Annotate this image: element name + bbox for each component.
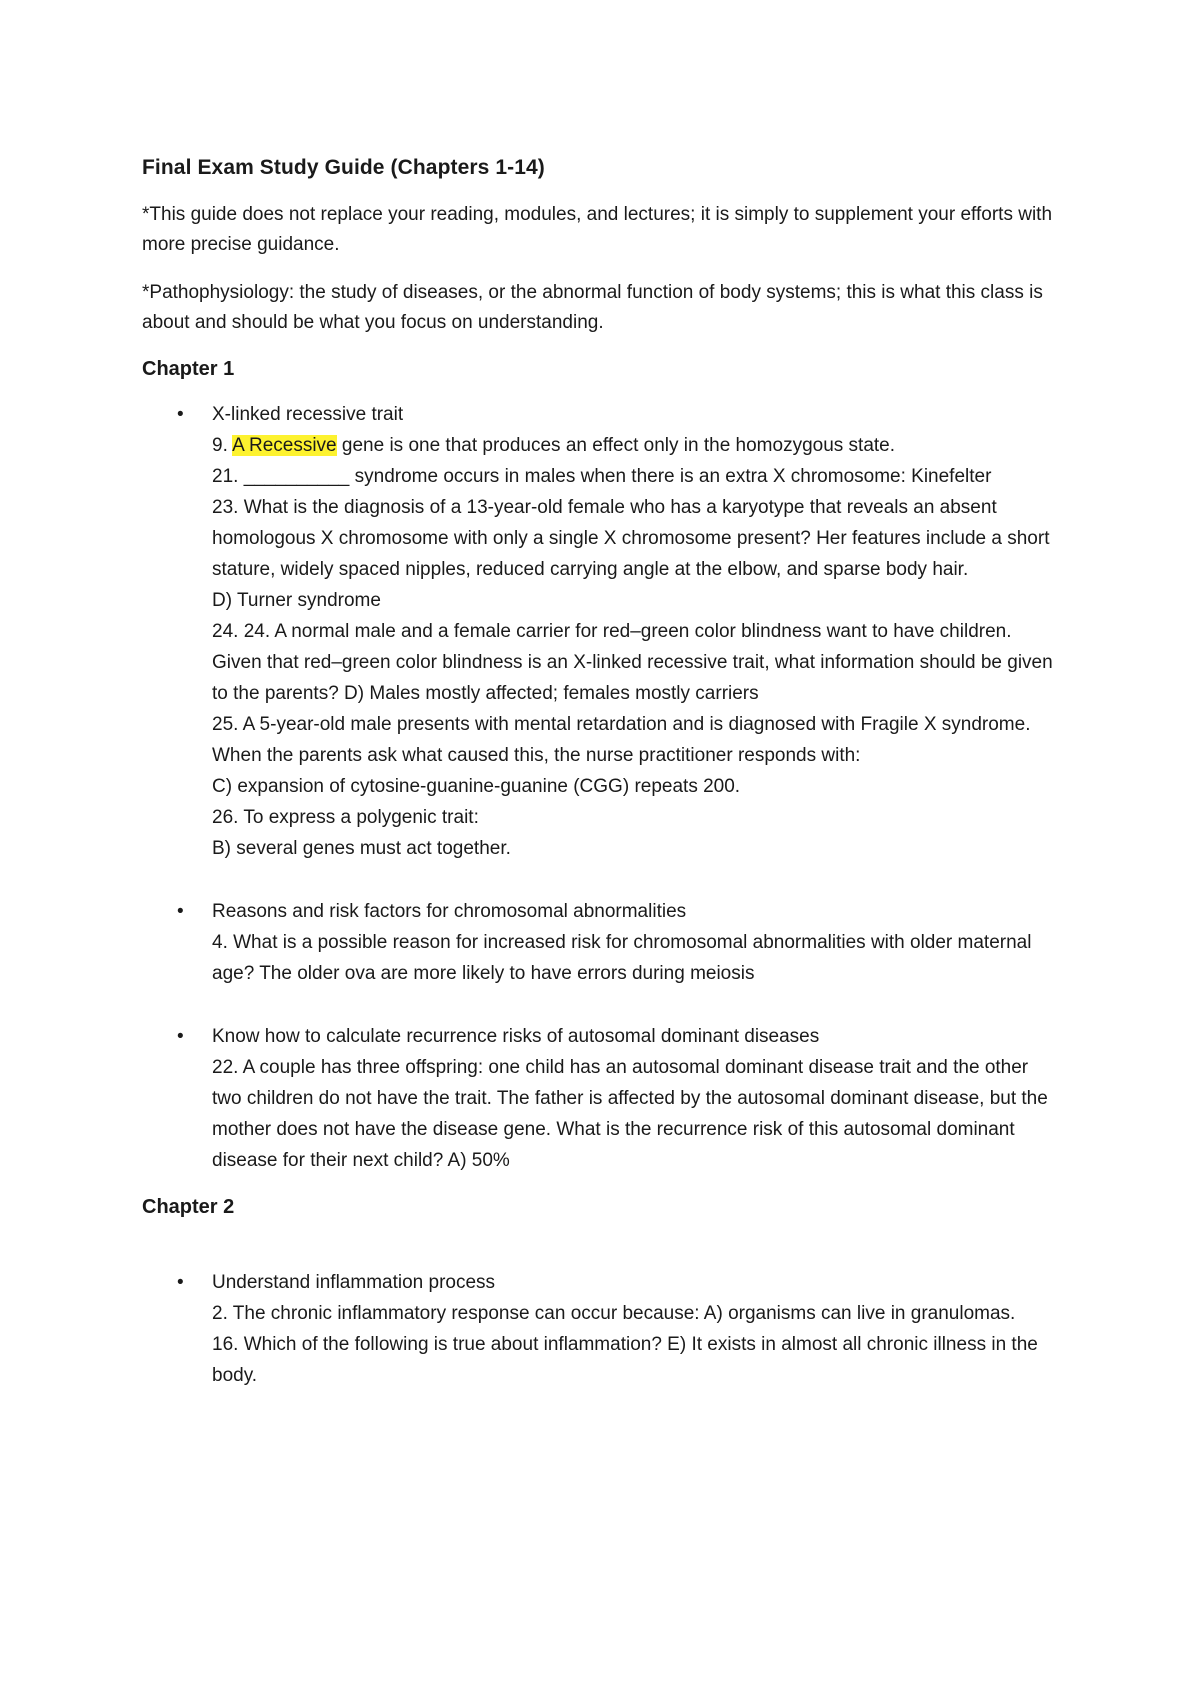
- question-9: [212, 430, 1062, 461]
- bullet-topic: Reasons and risk factors for chromosomal abnormalities: [212, 901, 687, 922]
- question-23-answer: D) Turner syndrome: [212, 590, 381, 611]
- bullet-icon: •: [177, 901, 184, 922]
- bullet-x-linked-recessive: [142, 399, 1062, 864]
- chapter-1-bullet-list: [142, 399, 1062, 1176]
- intro-paragraph-2: *Pathophysiology: the study of diseases, or the abnormal function of body systems; this is what this class is about and should be what you focus on understanding.: [142, 282, 1043, 333]
- bullet-recurrence-risk: [142, 1021, 1062, 1176]
- question-23: 23. What is the diagnosis of a 13-year-old female who has a karyotype that reveals an absent homologous X chromosome with only a single X chromosome present? Her features include a short stature, widely spaced nipples, reduced carrying angle at the elbow, and sparse body hair.: [212, 497, 1050, 580]
- bullet-icon: •: [177, 404, 184, 425]
- highlighted-answer: A Recessive: [232, 435, 337, 456]
- bullet-chromosomal-abnormalities: [142, 896, 1062, 989]
- question-25-answer: C) expansion of cytosine-guanine-guanine (CGG) repeats 200.: [212, 776, 741, 797]
- spacer: [142, 1237, 1062, 1267]
- question-16: 16. Which of the following is true about inflammation? E) It exists in almost all chronic illness in the body.: [212, 1334, 1038, 1386]
- document-title: Final Exam Study Guide (Chapters 1-14): [142, 156, 545, 179]
- bullet-icon: •: [177, 1026, 184, 1047]
- question-24: 24. 24. A normal male and a female carrier for red–green color blindness want to have children. Given that red–green color blindness is an X-linked recessive trait, what information should be given to the parents? D) Males mostly affected; females mostly carriers: [212, 621, 1053, 704]
- bullet-topic: Know how to calculate recurrence risks of autosomal dominant diseases: [212, 1026, 820, 1047]
- bullet-inflammation: [142, 1267, 1062, 1391]
- question-26-answer: B) several genes must act together.: [212, 838, 511, 859]
- question-9-rest: gene is one that produces an effect only in the homozygous state.: [336, 435, 896, 456]
- document-content: [142, 150, 1062, 1423]
- chapter-2-bullet-list: [142, 1267, 1062, 1391]
- bullet-icon: •: [177, 1272, 184, 1293]
- chapter-2-heading: Chapter 2: [142, 1196, 235, 1218]
- bullet-topic: X-linked recessive trait: [212, 404, 404, 425]
- question-4: 4. What is a possible reason for increased risk for chromosomal abnormalities with older maternal age? The older ova are more likely to have errors during meiosis: [212, 932, 1032, 984]
- question-2: 2. The chronic inflammatory response can occur because: A) organisms can live in granulomas.: [212, 1303, 1016, 1324]
- question-25: 25. A 5-year-old male presents with mental retardation and is diagnosed with Fragile X syndrome. When the parents ask what caused this, the nurse practitioner responds with:: [212, 714, 1031, 766]
- intro-paragraph-1: *This guide does not replace your reading, modules, and lectures; it is simply to supplement your efforts with more precise guidance.: [142, 204, 1053, 255]
- bullet-topic: Understand inflammation process: [212, 1272, 496, 1293]
- chapter-1-heading: Chapter 1: [142, 358, 235, 380]
- question-26: 26. To express a polygenic trait:: [212, 807, 479, 828]
- question-21: 21. __________ syndrome occurs in males when there is an extra X chromosome: Kinefelter: [212, 466, 992, 487]
- question-22: 22. A couple has three offspring: one child has an autosomal dominant disease trait and the other two children do not have the trait. The father is affected by the autosomal dominant disease, but the mother does not have the disease gene. What is the recurrence risk of this autosomal dominant disease for their next child? A) 50%: [212, 1057, 1048, 1171]
- question-9-prefix: 9.: [212, 435, 233, 456]
